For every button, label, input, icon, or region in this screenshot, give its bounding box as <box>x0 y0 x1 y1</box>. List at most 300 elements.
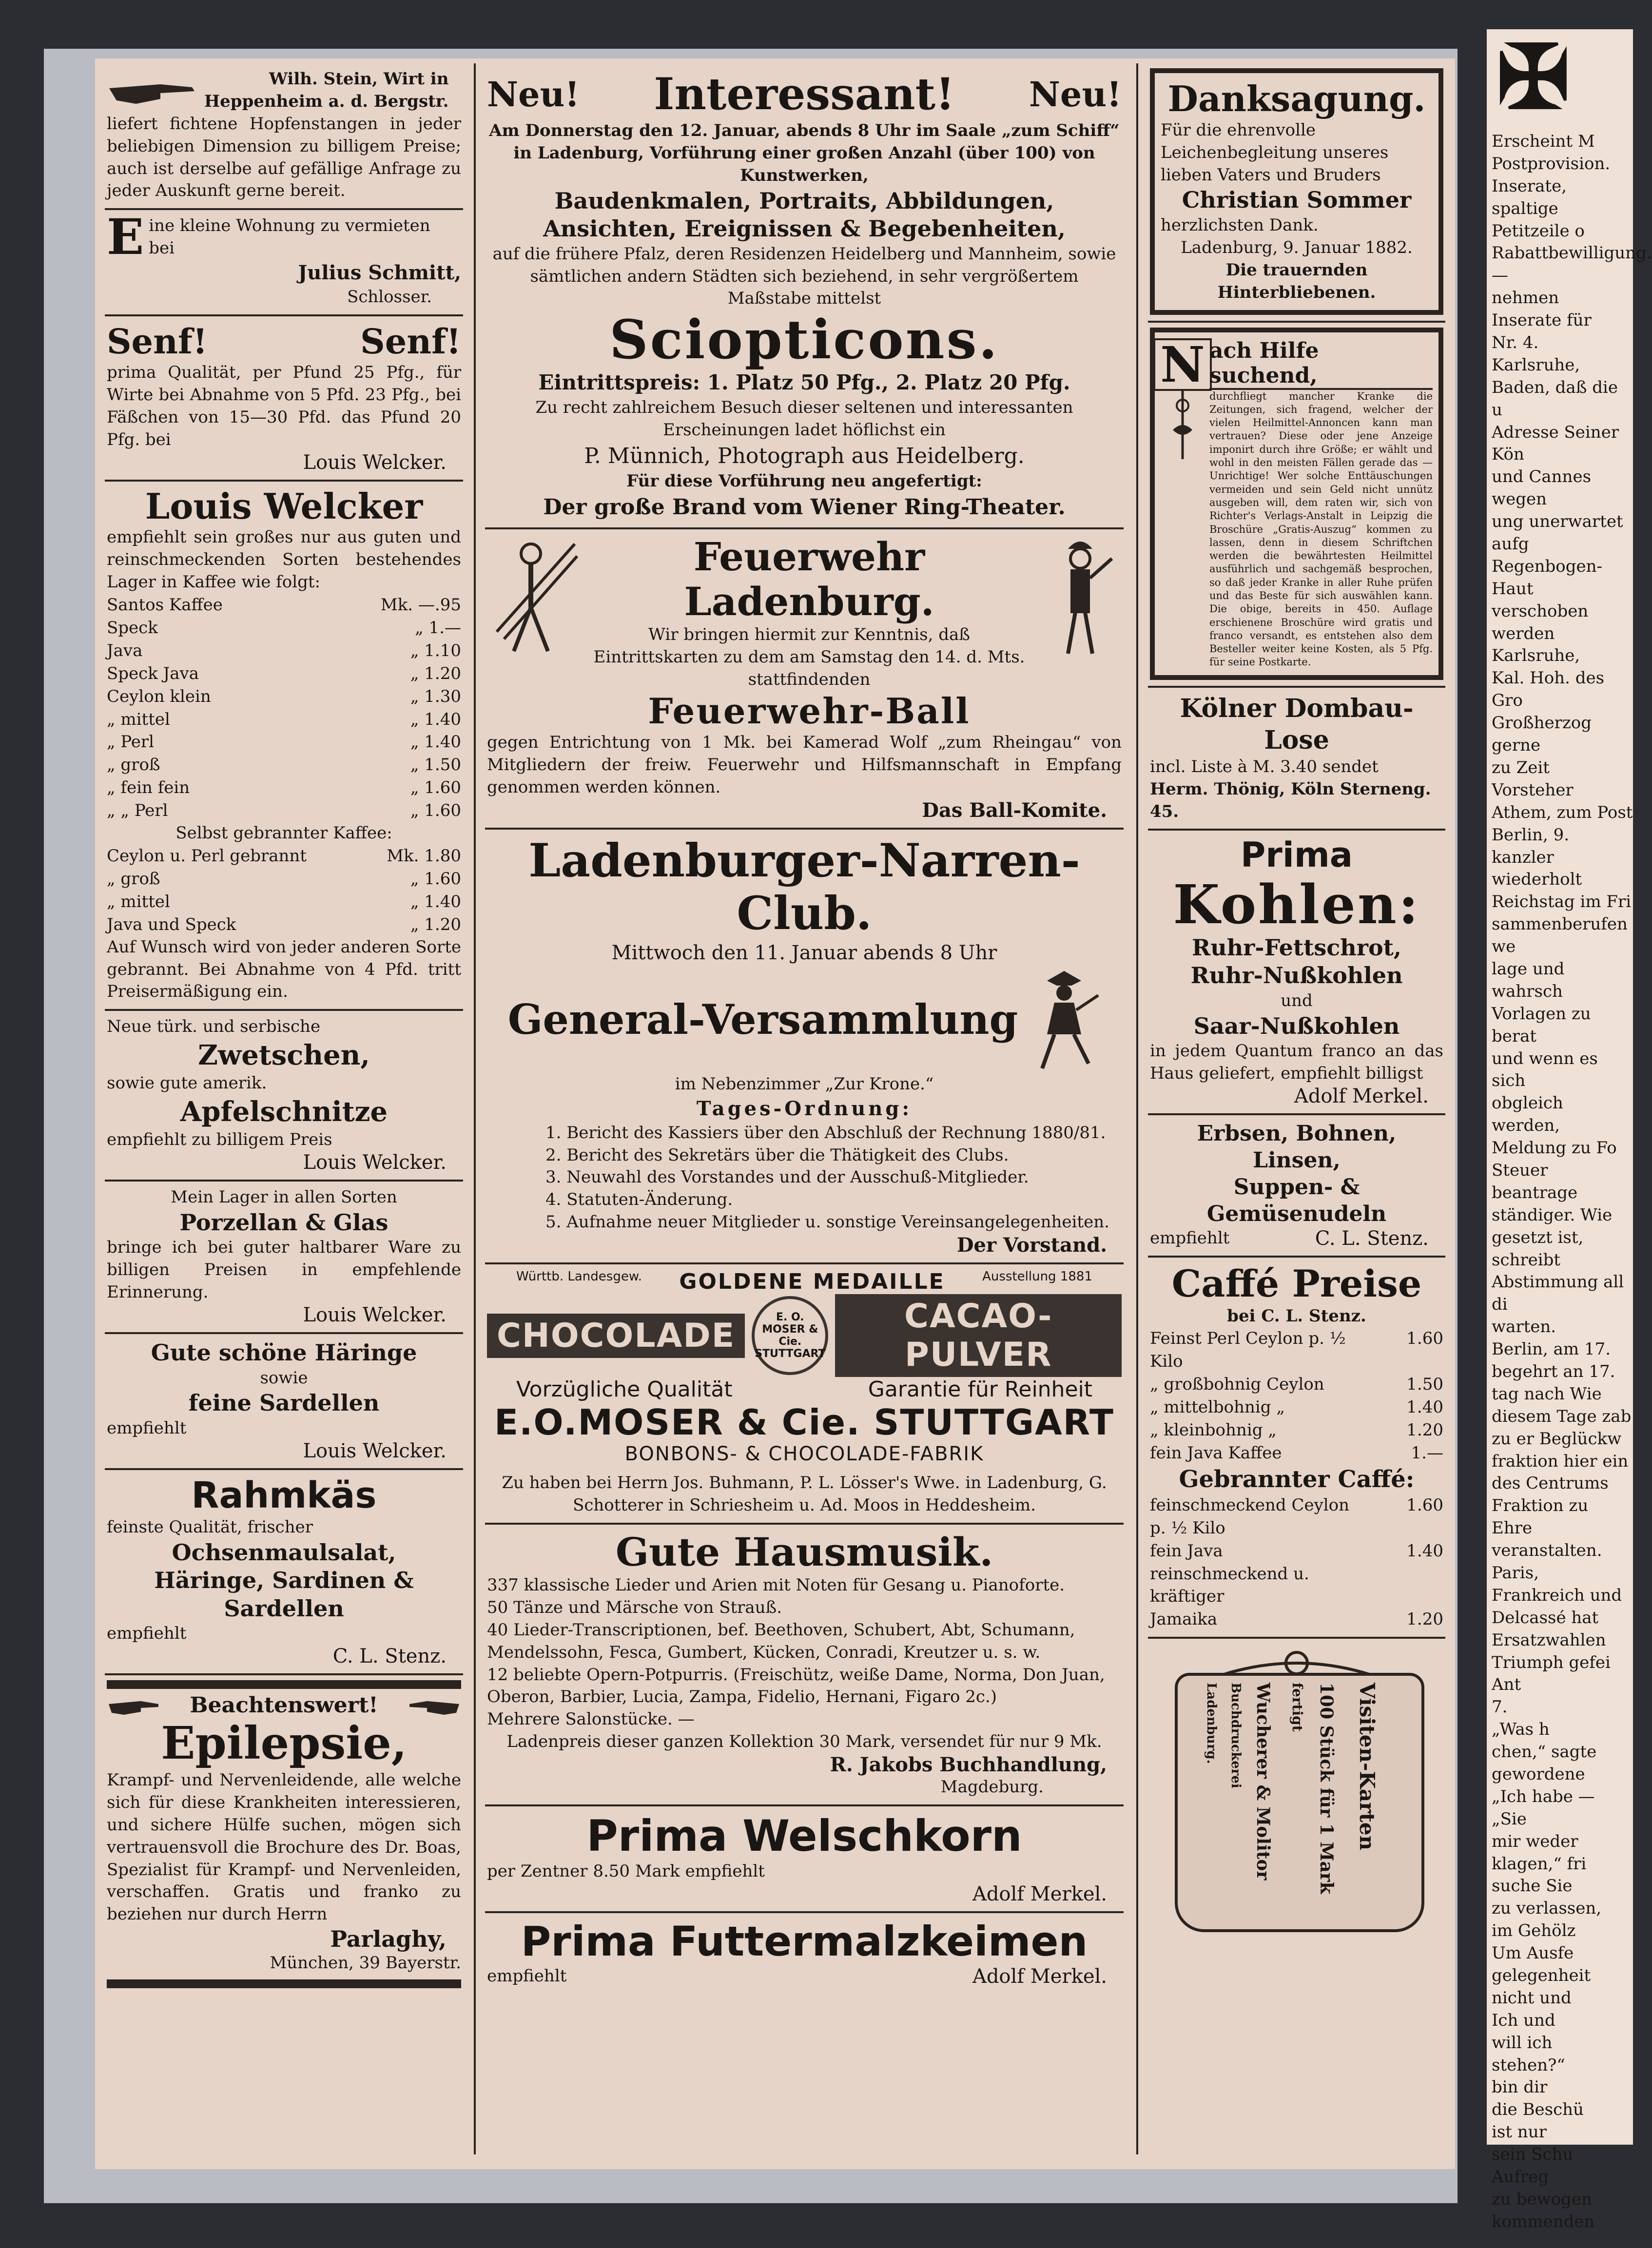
adjacent-page-line: Triumph gefei <box>1492 1652 1611 1672</box>
ad-kohlen <box>1148 831 1445 1115</box>
hilfe-title: ach Hilfe suchend, <box>1209 338 1433 390</box>
narren-big: General-Versammlung <box>507 995 1018 1044</box>
price-item-name: Java <box>107 640 143 660</box>
ad-visitenkarten <box>1148 1648 1445 1951</box>
caffe-head2: Gebrannter Caffé: <box>1179 1465 1415 1493</box>
price-item-value: 1.60 <box>1406 1329 1443 1349</box>
hausmusik-list <box>487 1574 1122 1731</box>
kaffee-price-list <box>107 594 461 822</box>
wohnung-trade: Schlosser. <box>347 287 432 307</box>
adjacent-page-line: sammenberufen we <box>1492 914 1628 957</box>
price-row <box>1150 1373 1443 1396</box>
pointing-hand-icon <box>107 74 199 108</box>
adjacent-page-line: Rabattbewilligung. — <box>1492 243 1652 286</box>
rahmkaes-line1: feinste Qualität, frischer <box>107 1517 313 1537</box>
adjacent-page-line: Um Ausfe <box>1492 1943 1574 1963</box>
ad-hausmusik <box>485 1525 1124 1806</box>
ad-caffe-preise <box>1148 1258 1445 1639</box>
adjacent-page-line: Fraktion zu Ehre <box>1492 1496 1589 1538</box>
adjacent-page-line: ständiger. Wie <box>1492 1205 1613 1225</box>
wohnung-initial: E <box>107 208 144 266</box>
danksagung-date: Ladenburg, 9. Januar 1882. <box>1181 237 1413 257</box>
kohlen-sign: Adolf Merkel. <box>1294 1085 1429 1108</box>
caffe-title: Caffé Preise <box>1171 1262 1422 1306</box>
adjacent-page-line: und wenn es sich <box>1492 1048 1598 1091</box>
rahmkaes-pre: empfiehlt <box>107 1624 187 1644</box>
ad-welschkorn <box>485 1806 1124 1913</box>
danksagung-thanks: herzlichsten Dank. <box>1161 215 1319 235</box>
agenda-item: 2. Bericht des Sekretärs über die Thätigkeit des Clubs. <box>545 1145 1009 1165</box>
price-row <box>107 913 461 936</box>
narren-agenda-head: Tages-Ordnung: <box>696 1097 913 1120</box>
dombau-title: Kölner Dombau-Lose <box>1180 693 1414 755</box>
price-item-value: „ 1.40 <box>410 891 461 911</box>
ad-feuerwehr <box>485 529 1124 829</box>
ornament-icon <box>1168 391 1197 459</box>
ad-hilfe <box>1148 323 1445 688</box>
column-left <box>95 58 473 2169</box>
adjacent-page-text <box>1487 126 1652 2233</box>
header-neu-right: Neu! <box>1029 74 1122 115</box>
adjacent-page-line: gewordene <box>1492 1764 1585 1784</box>
wohnung-body: ine kleine Wohnung zu vermieten bei <box>149 216 430 258</box>
moser-sub: BONBONS- & CHOCOLADE-FABRIK <box>624 1443 984 1466</box>
haringe-big1: Gute schöne Häringe <box>151 1339 417 1366</box>
adjacent-page-line: zu bewogen <box>1492 2189 1592 2209</box>
vk-t4: Wucherer & Molitor <box>1253 1683 1273 1880</box>
adjacent-page-line: tag nach Wie <box>1492 1384 1602 1404</box>
futtermalz-title: Prima Futtermalzkeimen <box>521 1918 1088 1966</box>
adjacent-page-line: klagen,“ fri <box>1492 1854 1587 1874</box>
adjacent-page-line: mir weder <box>1492 1831 1578 1851</box>
price-item-name: Speck Java <box>107 663 199 683</box>
scio-brand: Der große Brand vom Wiener Ring-Theater. <box>543 495 1066 520</box>
narren-date: Mittwoch den 11. Januar abends 8 Uhr <box>611 941 997 964</box>
price-item-value: 1.40 <box>1406 1541 1443 1561</box>
caffe-roasted-list <box>1150 1494 1443 1631</box>
kohlen-l2: Ruhr-Nußkohlen <box>1190 962 1403 989</box>
price-item-name: fein Java <box>1150 1541 1223 1561</box>
epilepsie-banner: Beachtenswert! <box>190 1693 378 1718</box>
welcker-intro: empfiehlt sein großes nur aus guten und reinschmeckenden Sorten bestehendes Lager in Kaffee wie folgt: <box>107 527 461 592</box>
ad-rahmkaes <box>105 1470 463 1675</box>
price-item-name: Java und Speck <box>107 914 236 934</box>
price-item-value: „ 1.20 <box>410 663 461 683</box>
adjacent-page-line: Inserate, <box>1492 176 1567 196</box>
stein-line1: Wilh. Stein, Wirt in <box>269 69 449 89</box>
price-row <box>1150 1608 1443 1631</box>
price-row <box>107 640 461 662</box>
adjacent-page-line: begehrt an 17. <box>1492 1361 1615 1381</box>
scio-price: Eintrittspreis: 1. Platz 50 Pfg., 2. Platz 20 Pfg. <box>538 370 1070 395</box>
price-item-name: „ groß <box>107 869 160 889</box>
adjacent-page-line: stehen?“ <box>1492 2055 1565 2075</box>
price-row <box>1150 1419 1443 1442</box>
price-item-value: „ 1.10 <box>410 640 461 660</box>
adjacent-page-line: nehmen Inserate für <box>1492 288 1592 330</box>
ad-zwetschen <box>105 1011 463 1182</box>
price-item-name: Ceylon klein <box>107 686 211 706</box>
price-item-value: 1.20 <box>1406 1609 1443 1629</box>
adjacent-page-line: die Beschü <box>1492 2100 1584 2120</box>
hausmusik-item: 40 Lieder-Transcriptionen, bef. Beethoven, Schubert, Abt, Schumann, Mendelssohn, Fesca, Gumbert, Kücken, Conradi, Kreutzer u. s. w. <box>487 1620 1075 1662</box>
moser-p: Zu haben bei Herrn Jos. Buhmann, P. L. Lösser's Wwe. in Ladenburg, G. Schotterer in Schriesheim u. Ad. Moos in Heddesheim. <box>502 1473 1107 1515</box>
welschkorn-title: Prima Welschkorn <box>586 1810 1022 1861</box>
caffe-sub: bei C. L. Stenz. <box>1227 1306 1366 1326</box>
adjacent-page-line: Regenbogen-Haut <box>1492 556 1603 599</box>
price-row <box>107 799 461 822</box>
price-row <box>107 731 461 754</box>
price-item-name: „ mittelbohnig „ <box>1150 1397 1285 1417</box>
price-item-value: 1.60 <box>1406 1495 1443 1515</box>
price-item-value: „ 1.— <box>415 618 461 638</box>
masthead-fragment-icon: ✠ <box>1497 26 1570 129</box>
moser-firm: E.O.MOSER & Cie. STUTTGART <box>494 1402 1114 1443</box>
senf-title-left: Senf! <box>107 321 208 362</box>
agenda-item: 5. Aufnahme neuer Mitglieder u. sonstige Vereinsangelegenheiten. <box>545 1212 1109 1232</box>
ad-senf <box>105 316 463 482</box>
price-item-name: „ kleinbohnig „ <box>1150 1420 1277 1440</box>
danksagung-body: Für die ehrenvolle Leichenbegleitung unseres lieben Vaters und Bruders <box>1161 120 1389 185</box>
adjacent-page-line: Kal. Hoh. des Gro <box>1492 668 1605 711</box>
moser-chocolade: CHOCOLADE <box>487 1314 745 1358</box>
kohlen-body: in jedem Quantum franco an das Haus geliefert, empfiehlt billigst <box>1150 1041 1443 1084</box>
adjacent-page-line: Abstimmung all di <box>1492 1272 1624 1315</box>
price-item-name: reinschmeckend u. kräftiger <box>1150 1564 1309 1607</box>
price-row <box>107 662 461 685</box>
kohlen-l3: Saar-Nußkohlen <box>1193 1012 1400 1039</box>
scio-big: Baudenkmalen, Portraits, Abbildungen, Ansichten, Ereignissen & Begebenheiten, <box>543 187 1066 242</box>
adjacent-page-line: fraktion hier ein <box>1492 1451 1629 1471</box>
zwetschen-sign: Louis Welcker. <box>303 1151 447 1174</box>
haringe-big2: feine Sardellen <box>188 1390 380 1416</box>
adjacent-page-line: Berlin, 9. <box>1492 825 1570 845</box>
adjacent-page-line: des Centrums <box>1492 1473 1609 1493</box>
price-row <box>1150 1327 1443 1373</box>
feuerwehr-p1: Wir bringen hiermit zur Kenntnis, daß Eintrittskarten zu dem am Samstag den 14. d. Mts. stattfindenden <box>593 625 1025 690</box>
futtermalz-sign: Adolf Merkel. <box>972 1965 1107 1988</box>
price-item-value: 1.50 <box>1406 1375 1443 1395</box>
price-item-name: Santos Kaffee <box>107 595 223 615</box>
price-row <box>107 617 461 640</box>
danksagung-name: Christian Sommer <box>1182 187 1412 213</box>
price-item-name: Ceylon u. Perl gebrannt <box>107 846 307 866</box>
moser-seal-text: E. O. MOSER & Cie. STUTTGART <box>755 1311 826 1360</box>
erbsen-l2: Suppen- & Gemüsenudeln <box>1206 1175 1387 1227</box>
price-item-value: 1.— <box>1411 1443 1443 1463</box>
adjacent-page-line: verschoben werden <box>1492 601 1589 643</box>
column-center <box>475 58 1133 2169</box>
adjacent-page-line: sein Schu <box>1492 2145 1574 2165</box>
welcker-title: Louis Welcker <box>145 485 423 527</box>
price-item-name: „ mittel <box>107 709 170 729</box>
adjacent-page-line: veranstalten. <box>1492 1541 1602 1561</box>
price-row <box>107 754 461 776</box>
adjacent-page-line: „Ich habe — <box>1492 1786 1595 1806</box>
feuerwehr-title: Feuerwehr Ladenburg. <box>684 534 934 625</box>
adjacent-page-line: ist nur <box>1492 2122 1547 2142</box>
stein-body: liefert fichtene Hopfenstangen in jeder beliebigen Dimension zu billigem Preise; auch ist derselbe auf gefällige Anfrage zu jeder Auskunft gerne bereit. <box>107 114 461 201</box>
senf-sign: Louis Welcker. <box>303 451 447 474</box>
welcker-roasted-head: Selbst gebrannter Kaffee: <box>175 823 392 843</box>
zwetschen-line3: empfiehlt zu billigem Preis <box>107 1130 332 1150</box>
moser-cacao: CACAO-PULVER <box>835 1294 1122 1377</box>
adjacent-page-line: lage und wahrsch <box>1492 959 1565 1001</box>
rahmkaes-big2: Häringe, Sardinen & <box>154 1567 414 1594</box>
rahmkaes-big3: Sardellen <box>224 1595 344 1622</box>
zwetschen-big2: Apfelschnitze <box>180 1096 388 1128</box>
adjacent-page-fragment <box>1487 26 1652 2231</box>
price-row <box>107 868 461 891</box>
price-item-value: „ 1.30 <box>410 686 461 706</box>
scio-neu: Für diese Vorführung neu angefertigt: <box>626 471 982 491</box>
moser-medal: GOLDENE MEDAILLE <box>679 1269 945 1295</box>
price-item-value: Mk. 1.80 <box>387 846 461 866</box>
caffe-price-list <box>1150 1327 1443 1464</box>
kohlen-prima: Prima <box>1241 835 1353 875</box>
feuerwehr-p2: gegen Entrichtung von 1 Mk. bei Kamerad Wolf „zum Rheingau“ von Mitgliedern der freiw. Feuerwehr und Hilfsmannschaft in Empfang genommen werden können. <box>487 732 1122 797</box>
adjacent-page-line: Karlsruhe, <box>1492 355 1580 375</box>
adjacent-page-line: Adresse Seiner Kön <box>1492 422 1619 465</box>
adjacent-page-line: Meldung zu Fo <box>1492 1138 1617 1158</box>
adjacent-page-line: Nr. 4. <box>1492 333 1539 353</box>
price-item-name: Jamaika <box>1150 1609 1218 1629</box>
welschkorn-body: per Zentner 8.50 Mark empfiehlt <box>487 1861 765 1881</box>
adjacent-page-line: warten. <box>1492 1317 1556 1337</box>
hausmusik-item: Mehrere Salonstücke. — <box>487 1709 695 1729</box>
porzellan-sign: Louis Welcker. <box>303 1304 447 1327</box>
stein-line2: Heppenheim a. d. Bergstr. <box>204 91 449 111</box>
narren-place: im Nebenzimmer „Zur Krone.“ <box>675 1074 934 1094</box>
hilfe-body: durchfliegt mancher Kranke die Zeitungen, sich fragend, welcher der vielen Heilmittel-Annoncen kann man vertrauen? Diese oder jene Anzeige imponirt durch ihre Größe; er wählt und wohl in den meisten Fällen gerade das — Unrichtige! Wer solche Enttäuschungen vermeiden und sein Geld nicht unnütz ausgeben will, dem raten wir, sich von Richter's Verlags-Anstalt in Leipzig die Broschüre „Gratis-Auszug“ kommen zu lassen, denn in diesem Schriftchen werden die bewährtesten Heilmittel ausführlich und sachgemäß besprochen, so daß jeder Kranke in aller Ruhe prüfen und das Beste für sich auswählen kann. Die obige, bereits in 450. Auflage erschienene Broschüre wird gratis und franco versandt, es entstehen also dem Besteller weiter keine Kosten, als 5 Pfg. für seine Postkarte. <box>1209 390 1433 668</box>
adjacent-page-line: Aufreg <box>1492 2167 1549 2187</box>
price-item-value <box>1365 1563 1443 1608</box>
pointing-hand-icon <box>107 1694 160 1717</box>
hausmusik-item: 337 klassische Lieder und Arien mit Noten für Gesang u. Pianoforte. <box>487 1575 1065 1595</box>
header-neu-left: Neu! <box>487 74 580 115</box>
ad-haringe <box>105 1334 463 1470</box>
adjacent-page-line: Großherzog gerne <box>1492 713 1592 756</box>
price-row <box>1150 1396 1443 1419</box>
adjacent-page-line: gelegenheit <box>1492 1966 1591 1986</box>
firefighter-helmet-icon <box>1039 534 1122 661</box>
header-interessant: Interessant! <box>654 68 955 120</box>
price-item-value: „ 1.40 <box>410 709 461 729</box>
kohlen-l1: Ruhr-Fettschrot, <box>1192 934 1401 961</box>
adjacent-page-line: Frankreich und <box>1492 1585 1622 1605</box>
scio-p1: Am Donnerstag den 12. Januar, abends 8 Uhr im Saale „zum Schiff“ in Ladenburg, Vorführung einer großen Anzahl (über 100) von Kunstwerken, <box>489 121 1120 185</box>
scio-p3: Zu recht zahlreichem Besuch dieser seltenen und interessanten Erscheinungen ladet höflichst ein <box>535 398 1073 440</box>
vk-t2: 100 Stück für 1 Mark <box>1316 1683 1337 1894</box>
vk-t6: Ladenburg. <box>1204 1683 1219 1764</box>
moser-medal-right: Ausstellung 1881 <box>982 1269 1092 1284</box>
narren-sign: Der Vorstand. <box>956 1234 1107 1257</box>
adjacent-page-line: Berlin, am 17. <box>1492 1339 1611 1359</box>
zwetschen-line1: Neue türk. und serbische <box>107 1017 321 1037</box>
price-item-name: Speck <box>107 618 158 638</box>
epilepsie-city: München, 39 Bayerstr. <box>270 1953 461 1973</box>
moser-q1: Vorzügliche Qualität <box>516 1377 733 1402</box>
porzellan-line1: Mein Lager in allen Sorten <box>171 1187 397 1207</box>
adjacent-page-line: Ersatzwahlen <box>1492 1630 1606 1650</box>
epilepsie-body: Krampf- und Nervenleidende, alle welche sich für diese Krankheiten interessieren, und sichere Hülfe suchen, mögen sich vertrauensvoll die Brochure des Dr. Boas, Spezialist für Krampf- und Nervenleiden, verschaffen. Gratis und franko zu beziehen nur durch Herrn <box>107 1770 461 1924</box>
firefighter-ladder-icon <box>487 534 580 661</box>
ad-epilepsie <box>105 1675 463 1994</box>
price-item-name: „ Perl <box>107 732 155 752</box>
hausmusik-item: 50 Tänze und Märsche von Strauß. <box>487 1597 782 1617</box>
moser-q2: Garantie für Reinheit <box>868 1377 1092 1402</box>
dombau-p1: incl. Liste à M. 3.40 sendet <box>1150 756 1379 776</box>
ad-danksagung <box>1148 63 1445 323</box>
price-item-value: 1.20 <box>1406 1420 1443 1440</box>
adjacent-page-line: bin dir <box>1492 2077 1548 2097</box>
danksagung-sign: Die trauernden Hinterbliebenen. <box>1217 260 1376 302</box>
price-item-name: „ „ Perl <box>107 801 168 821</box>
scio-p2: auf die frühere Pfalz, deren Residenzen Heidelberg und Mannheim, sowie sämtlichen andern Städten sich beziehend, in sehr vergrößertem Maßstabe mittelst <box>492 244 1116 309</box>
adjacent-page-line: Paris, <box>1492 1563 1539 1583</box>
vk-t1: Visiten-Karten <box>1355 1683 1379 1851</box>
welschkorn-sign: Adolf Merkel. <box>972 1883 1107 1906</box>
price-item-value: „ 1.60 <box>410 869 461 889</box>
moser-medal-left: Württb. Landesgew. <box>516 1269 642 1284</box>
vk-t3: fertigt <box>1289 1683 1305 1732</box>
adjacent-page-line: gesetzt ist, schreibt <box>1492 1227 1584 1270</box>
narren-agenda <box>487 1122 1122 1234</box>
senf-body: prima Qualität, per Pfund 25 Pfg., für Wirte bei Abnahme von 5 Pfd. 23 Pfg., bei Fäßchen von 15—30 Pfd. das Pfund 20 Pfg. bei <box>107 363 461 449</box>
adjacent-page-line: Delcassé hat <box>1492 1608 1599 1628</box>
ad-welcker-kaffee <box>105 482 463 1011</box>
price-item-name: „ groß <box>107 755 160 775</box>
price-row <box>1150 1563 1443 1608</box>
adjacent-page-line: will ich <box>1492 2033 1553 2053</box>
ad-porzellan <box>105 1182 463 1334</box>
agenda-item: 1. Bericht des Kassiers über den Abschluß der Rechnung 1880/81. <box>545 1123 1106 1143</box>
adjacent-page-line: „Sie <box>1492 1809 1527 1829</box>
price-item-name: fein Java Kaffee <box>1150 1443 1282 1463</box>
senf-title-right: Senf! <box>360 321 461 362</box>
adjacent-page-line: Erscheint M <box>1492 132 1595 151</box>
adjacent-page-line: ung unerwartet aufg <box>1492 512 1623 554</box>
sack-icon <box>1160 1648 1433 1951</box>
kaffee-roasted-list <box>107 845 461 936</box>
moser-seal-icon <box>752 1296 828 1375</box>
agenda-item: 4. Statuten-Änderung. <box>545 1190 733 1210</box>
haringe-sign: Louis Welcker. <box>303 1439 447 1462</box>
hausmusik-sign: R. Jakobs Buchhandlung, <box>830 1753 1107 1777</box>
scio-title: Sciopticons. <box>609 308 999 371</box>
price-item-name: Feinst Perl Ceylon p. ½ Kilo <box>1150 1329 1346 1372</box>
welcker-footer: Auf Wunsch wird von jeder anderen Sorte gebrannt. Bei Abnahme von 4 Pfd. tritt Preisermäßigung ein. <box>107 937 461 1002</box>
price-item-value: „ 1.60 <box>410 778 461 798</box>
rahmkaes-title: Rahmkäs <box>191 1474 377 1516</box>
price-item-value: Mk. —.95 <box>380 595 461 615</box>
epilepsie-bottom-bar <box>107 1979 461 1988</box>
kohlen-title: Kohlen: <box>1173 872 1420 936</box>
price-row <box>1150 1442 1443 1465</box>
epilepsie-sign: Parlaghy, <box>330 1926 447 1953</box>
ad-dombau <box>1148 688 1445 831</box>
adjacent-page-line: nicht und <box>1492 1988 1572 2008</box>
price-row <box>107 708 461 731</box>
column-right <box>1138 58 1455 2169</box>
danksagung-title: Danksagung. <box>1167 78 1426 119</box>
futtermalz-pre: empfiehlt <box>487 1966 567 1986</box>
adjacent-page-line: Karlsruhe, <box>1492 646 1580 666</box>
price-item-name: „ großbohnig Ceylon <box>1150 1375 1324 1395</box>
adjacent-page-line: und Cannes wegen <box>1492 467 1592 509</box>
pointing-hand-icon <box>408 1694 461 1717</box>
dombau-p2: Herm. Thönig, Köln Sterneng. 45. <box>1150 779 1431 821</box>
adjacent-page-line: zu Zeit Vorsteher <box>1492 757 1574 800</box>
adjacent-page-line: zu er Beglückw <box>1492 1429 1622 1449</box>
adjacent-page-line: kommenden <box>1492 2211 1595 2231</box>
newspaper-page <box>95 58 1455 2169</box>
agenda-item: 3. Neuwahl des Vorstandes und der Ausschuß-Mitglieder. <box>545 1167 1029 1187</box>
haringe-pre: empfiehlt <box>107 1418 187 1438</box>
adjacent-page-line: spaltige Petitzeile o <box>1492 198 1585 241</box>
adjacent-page-line: Ant <box>1492 1675 1521 1695</box>
adjacent-page-line: chen,“ sagte <box>1492 1742 1597 1762</box>
adjacent-page-line: 7. <box>1492 1697 1508 1717</box>
price-item-name: „ mittel <box>107 891 170 911</box>
ad-moser-chocolade <box>485 1264 1124 1525</box>
price-row <box>107 776 461 799</box>
erbsen-l1: Erbsen, Bohnen, Linsen, <box>1197 1121 1397 1173</box>
erbsen-sign: C. L. Stenz. <box>1315 1227 1429 1250</box>
price-item-name: „ fein fein <box>107 778 190 798</box>
rahmkaes-sign: C. L. Stenz. <box>332 1645 447 1668</box>
adjacent-page-line: suche Sie <box>1492 1876 1573 1896</box>
adjacent-page-line: obgleich werden, <box>1492 1093 1563 1136</box>
hausmusik-item: 12 beliebte Opern-Potpurris. (Freischütz, weiße Dame, Norma, Don Juan, Oberon, Barbier, Lucia, Zampa, Fidelio, Hernani, Figaro 2c.) <box>487 1665 1105 1707</box>
price-item-name: feinschmeckend Ceylon p. ½ Kilo <box>1150 1495 1350 1538</box>
price-row <box>107 891 461 913</box>
adjacent-page-line: kanzler wiederholt <box>1492 847 1582 890</box>
ad-stein <box>105 63 463 210</box>
feuerwehr-sign: Das Ball-Komite. <box>922 798 1107 822</box>
adjacent-page-line: diesem Tage zab <box>1492 1406 1632 1426</box>
feuerwehr-ball: Feuerwehr-Ball <box>648 690 971 732</box>
haringe-mid: sowie <box>260 1368 308 1388</box>
adjacent-page-line: „Was h <box>1492 1720 1550 1740</box>
price-row <box>107 594 461 617</box>
vk-t5: Buchdruckerei <box>1228 1683 1243 1789</box>
hausmusik-city: Magdeburg. <box>940 1777 1044 1797</box>
hilfe-initial: N <box>1153 338 1211 391</box>
epilepsie-title: Epilepsie, <box>161 1717 407 1770</box>
epilepsie-top-bar <box>107 1680 461 1689</box>
adjacent-page-line: im Gehölz <box>1492 1921 1576 1941</box>
ad-erbsen <box>1148 1115 1445 1258</box>
price-item-value: „ 1.60 <box>410 801 461 821</box>
hausmusik-price: Ladenpreis dieser ganzen Kollektion 30 Mark, versendet für nur 9 Mk. <box>506 1732 1102 1752</box>
price-item-value: „ 1.40 <box>410 732 461 752</box>
price-item-value: „ 1.50 <box>410 755 461 775</box>
ad-wohnung <box>105 210 463 316</box>
ad-narren-club <box>485 830 1124 1265</box>
adjacent-page-line: Steuer beantrage <box>1492 1160 1578 1202</box>
adjacent-page-line: Vorlagen zu berat <box>1492 1004 1591 1046</box>
porzellan-big: Porzellan & Glas <box>179 1209 389 1236</box>
price-item-value: 1.40 <box>1406 1397 1443 1417</box>
porzellan-body: bringe ich bei guter haltbarer Ware zu billigen Preisen in empfehlende Erinnerung. <box>107 1238 461 1302</box>
ad-futtermalz <box>485 1913 1124 1994</box>
hausmusik-title: Gute Hausmusik. <box>615 1529 993 1575</box>
jester-icon <box>1028 966 1101 1073</box>
price-item-value: „ 1.20 <box>410 914 461 934</box>
kohlen-und: und <box>1281 990 1313 1010</box>
narren-title: Ladenburger-Narren-Club. <box>528 833 1080 940</box>
